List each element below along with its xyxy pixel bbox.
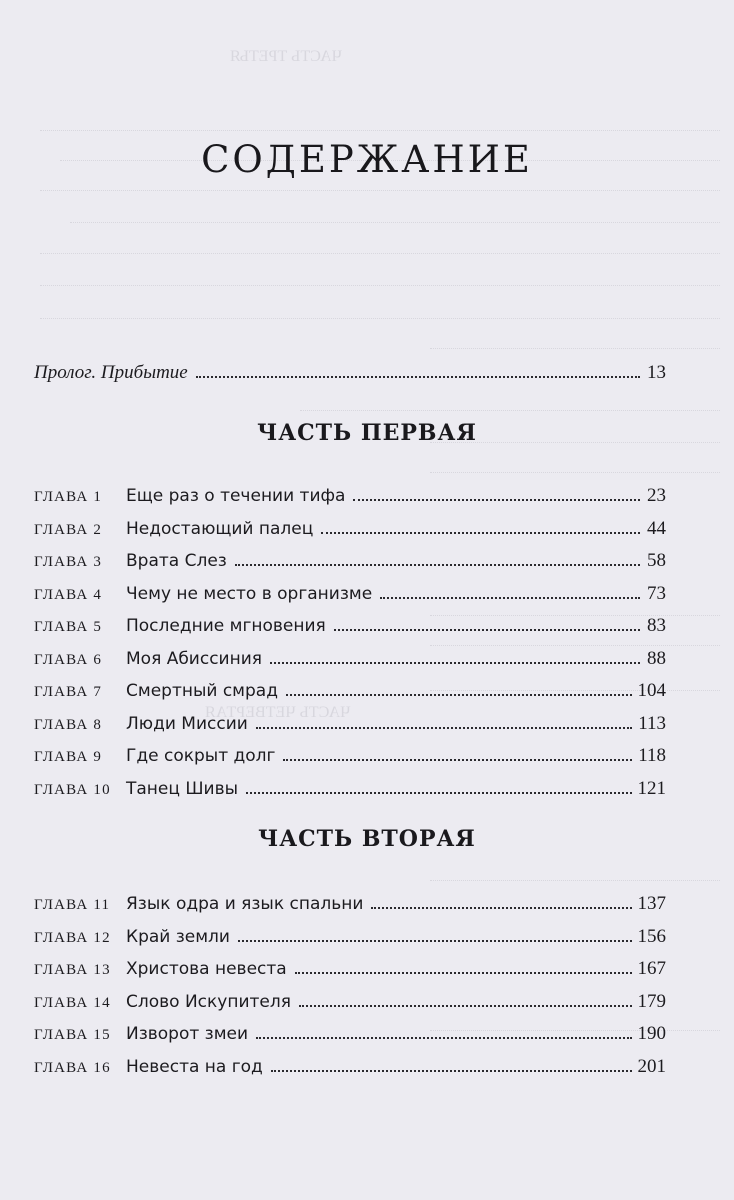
- prologue-page: 13: [647, 362, 666, 383]
- chapter-label: ГЛАВА 12: [34, 929, 111, 946]
- chapter-page: 201: [637, 1055, 666, 1077]
- chapter-row[interactable]: [34, 991, 666, 1024]
- chapter-row[interactable]: [34, 713, 666, 746]
- dot-leader: [371, 906, 631, 909]
- dot-leader: [295, 971, 632, 974]
- show-through-background: ЧАСТЬ ТРЕТЬЯ ЧАСТЬ ЧЕТВЕРТАЯ: [0, 0, 734, 1200]
- dot-leader: [380, 596, 640, 599]
- chapter-title: Последние мгновения: [126, 616, 326, 636]
- chapter-label: ГЛАВА 11: [34, 897, 111, 913]
- chapter-page: 88: [647, 647, 666, 669]
- chapter-label: ГЛАВА 6: [34, 651, 103, 668]
- chapter-page: 73: [647, 582, 666, 604]
- chapter-row[interactable]: [34, 583, 666, 616]
- chapter-title: Слово Искупителя: [126, 991, 291, 1012]
- chapter-title: Невеста на год: [126, 1056, 263, 1077]
- chapter-row[interactable]: [34, 778, 666, 811]
- chapter-page: 156: [637, 925, 666, 947]
- chapter-page: 167: [637, 958, 666, 979]
- chapter-row[interactable]: [34, 648, 666, 681]
- chapter-title: Танец Шивы: [126, 778, 239, 799]
- dot-leader: [299, 1004, 632, 1007]
- chapter-page: 118: [638, 745, 666, 766]
- chapter-title: Где сокрыт долг: [126, 746, 276, 766]
- dot-leader: [321, 531, 640, 534]
- chapter-row[interactable]: [34, 926, 666, 959]
- dot-leader: [271, 1069, 632, 1072]
- chapter-row[interactable]: [34, 1056, 666, 1089]
- chapter-label: ГЛАВА 10: [34, 781, 111, 798]
- part-one-heading: ЧАСТЬ ПЕРВАЯ: [257, 420, 477, 446]
- chapter-label: ГЛАВА 7: [34, 684, 103, 700]
- chapter-page: 113: [638, 712, 666, 734]
- chapter-title: Моя Абиссиния: [126, 648, 262, 669]
- chapter-label: ГЛАВА 1: [34, 489, 103, 505]
- chapter-title: Край земли: [126, 926, 230, 947]
- dot-leader: [334, 628, 640, 631]
- chapter-title: Изворот змеи: [126, 1024, 249, 1044]
- part-one-chapters: [34, 485, 666, 810]
- chapter-page: 23: [647, 485, 666, 506]
- chapter-row[interactable]: [34, 893, 666, 926]
- chapter-title: Еще раз о течении тифа: [126, 486, 346, 506]
- chapter-label: ГЛАВА 13: [34, 962, 111, 978]
- chapter-label: ГЛАВА 9: [34, 749, 103, 765]
- chapter-row[interactable]: [34, 745, 666, 778]
- dot-leader: [196, 375, 640, 378]
- chapter-label: ГЛАВА 15: [34, 1027, 111, 1043]
- dot-leader: [256, 726, 632, 729]
- chapter-label: ГЛАВА 5: [34, 619, 103, 635]
- chapter-page: 104: [637, 680, 666, 701]
- chapter-row[interactable]: [34, 1023, 666, 1056]
- chapter-title: Недостающий палец: [126, 518, 314, 539]
- dot-leader: [238, 939, 632, 942]
- chapter-page: 83: [647, 615, 666, 636]
- chapter-page: 179: [637, 990, 666, 1012]
- chapter-page: 58: [647, 550, 666, 571]
- chapter-row[interactable]: [34, 550, 666, 583]
- chapter-label: ГЛАВА 4: [34, 586, 103, 603]
- chapter-title: Язык одра и язык спальни: [126, 894, 364, 914]
- chapter-label: ГЛАВА 14: [34, 994, 111, 1011]
- dot-leader: [256, 1036, 631, 1039]
- chapter-row[interactable]: [34, 485, 666, 518]
- chapter-page: 121: [637, 777, 666, 799]
- part-two-heading: ЧАСТЬ ВТОРАЯ: [258, 826, 476, 852]
- dot-leader: [270, 661, 640, 664]
- chapter-title: Люди Миссии: [126, 713, 248, 734]
- chapter-page: 190: [637, 1023, 666, 1044]
- chapter-label: ГЛАВА 16: [34, 1059, 111, 1076]
- chapter-row[interactable]: [34, 958, 666, 991]
- chapter-page: 44: [647, 517, 666, 539]
- chapter-label: ГЛАВА 3: [34, 554, 103, 570]
- chapter-title: Смертный смрад: [126, 681, 278, 701]
- chapter-page: 137: [637, 893, 666, 914]
- chapter-title: Христова невеста: [126, 959, 287, 979]
- chapter-row[interactable]: [34, 518, 666, 551]
- part-two-chapters: [34, 893, 666, 1088]
- dot-leader: [286, 693, 632, 696]
- dot-leader: [235, 563, 640, 566]
- chapter-title: Чему не место в организме: [126, 583, 373, 604]
- dot-leader: [283, 758, 632, 761]
- dot-leader: [246, 791, 631, 794]
- chapter-row[interactable]: [34, 680, 666, 713]
- dot-leader: [353, 498, 640, 501]
- chapter-label: ГЛАВА 2: [34, 521, 103, 538]
- prologue-title: Пролог. Прибытие: [34, 362, 188, 383]
- page-title: СОДЕРЖАНИЕ: [201, 138, 533, 181]
- chapter-label: ГЛАВА 8: [34, 716, 103, 733]
- chapter-row[interactable]: [34, 615, 666, 648]
- chapter-title: Врата Слез: [126, 551, 227, 571]
- prologue-entry[interactable]: [34, 362, 666, 384]
